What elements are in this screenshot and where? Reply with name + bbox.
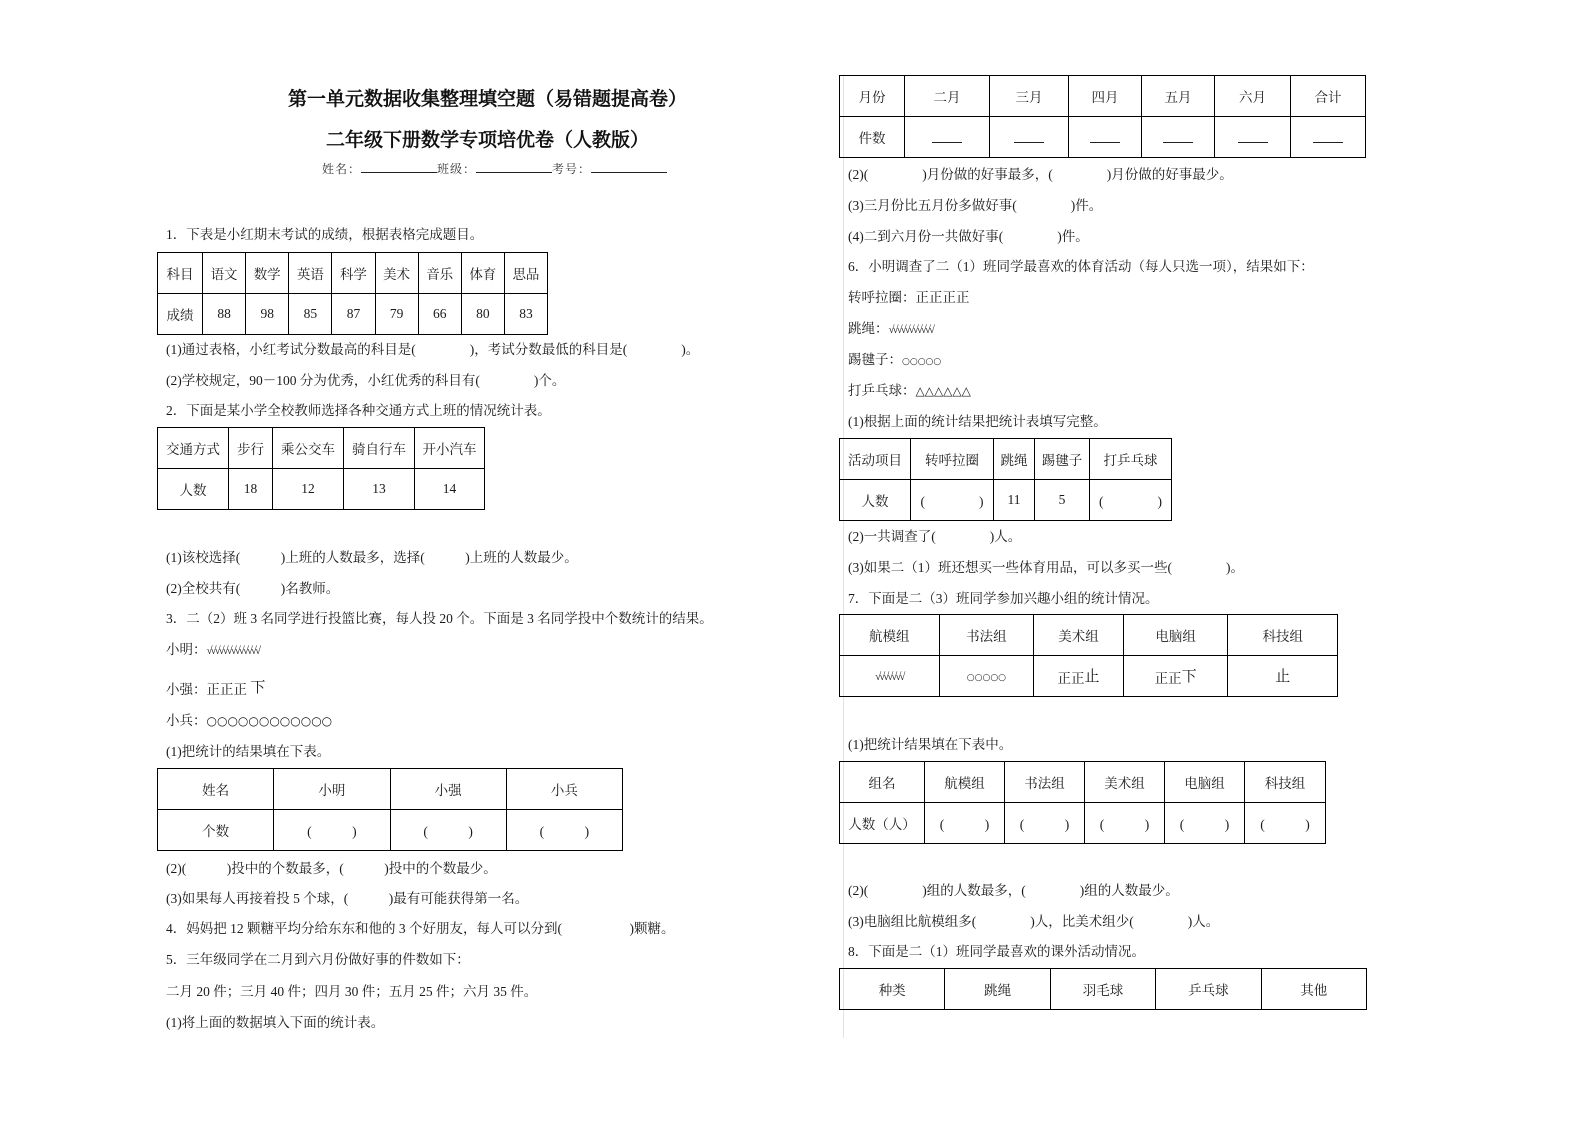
- table-header-cell: 书法组: [1005, 762, 1085, 803]
- table-header-cell: 体育: [461, 253, 504, 294]
- table-header-cell: 数学: [246, 253, 289, 294]
- table-header-cell: 二月: [905, 76, 990, 117]
- answer-cell[interactable]: [1142, 117, 1215, 158]
- tally-label: 打乒乓球：: [848, 383, 916, 398]
- table-header-cell: 科学: [332, 253, 375, 294]
- table-cell: 14: [415, 469, 485, 510]
- q7-tally-table: [839, 614, 1338, 697]
- table-header-cell: 开小汽车: [415, 428, 485, 469]
- table-header-cell: 跳绳: [994, 439, 1035, 480]
- table-header-cell: 小明: [274, 769, 390, 810]
- table-header-cell: 姓名: [158, 769, 274, 810]
- class-field[interactable]: [476, 160, 552, 173]
- table-cell: 成绩: [158, 294, 203, 335]
- table-cell: 13: [344, 469, 415, 510]
- tally-label: 小明：: [166, 642, 207, 657]
- table-header-cell: 羽毛球: [1050, 969, 1155, 1010]
- answer-cell[interactable]: [1069, 117, 1142, 158]
- table-header-cell: 思品: [504, 253, 547, 294]
- tally-marks: √√√√√√√: [875, 671, 904, 683]
- circle-tally: [939, 656, 1034, 697]
- answer-cell[interactable]: [1291, 117, 1366, 158]
- q2-sub1[interactable]: (1)该校选择( )上班的人数最多，选择( )上班的人数最少。: [166, 550, 578, 565]
- q3-result-table: [157, 768, 623, 851]
- table-cell: 83: [504, 294, 547, 335]
- table-cell: 88: [203, 294, 246, 335]
- checkmark-tally: √√√√√√√√√√√√√: [206, 645, 259, 657]
- table-header-cell: 六月: [1215, 76, 1291, 117]
- q5-sub4[interactable]: (4)二到六月份一共做好事( )件。: [848, 229, 1089, 244]
- q7-sub3[interactable]: (3)电脑组比航模组多( )人，比美术组少( )人。: [848, 914, 1220, 929]
- table-header-cell: 航模组: [925, 762, 1005, 803]
- q4-prompt[interactable]: 4．妈妈把 12 颗糖平均分给东东和他的 3 个好朋友，每人可以分到( )颗糖。: [166, 921, 675, 936]
- q5-data-line: 二月 20 件；三月 40 件；四月 30 件；五月 25 件；六月 35 件。: [166, 984, 538, 999]
- table-cell: 件数: [840, 117, 905, 158]
- blank-line[interactable]: [1090, 128, 1120, 143]
- circle-tally: ○○○○○○○○○○○○: [206, 714, 333, 728]
- table-cell: 5: [1035, 480, 1090, 521]
- table-header-cell: 美术: [375, 253, 418, 294]
- answer-cell[interactable]: ( ): [1090, 480, 1172, 521]
- partial-tally-icon: 下: [250, 678, 266, 696]
- name-label: 姓名：: [322, 162, 362, 176]
- answer-cell[interactable]: ( ): [390, 810, 506, 851]
- tally-marks: 正正: [1154, 671, 1182, 686]
- q3-sub2[interactable]: (2)( )投中的个数最多，( )投中的个数最少。: [166, 861, 497, 876]
- q6-activity-table: [839, 438, 1172, 521]
- table-cell: 79: [375, 294, 418, 335]
- answer-cell[interactable]: ( ): [1005, 803, 1085, 844]
- name-field[interactable]: [361, 160, 437, 173]
- q1-sub2[interactable]: (2)学校规定，90－100 分为优秀，小红优秀的科目有( )个。: [166, 373, 566, 388]
- table-header-cell: 跳绳: [945, 969, 1050, 1010]
- table-header-cell: 科技组: [1245, 762, 1326, 803]
- table-cell: 80: [461, 294, 504, 335]
- table-header-cell: 组名: [840, 762, 925, 803]
- q1-score-table: [157, 252, 548, 335]
- q2-transport-table: [157, 427, 485, 510]
- table-header-cell: 转呼拉圈: [911, 439, 994, 480]
- q2-sub2[interactable]: (2)全校共有( )名教师。: [166, 581, 340, 596]
- blank-line[interactable]: [1014, 128, 1044, 143]
- q3-sub3[interactable]: (3)如果每人再接着投 5 个球，( )最有可能获得第一名。: [166, 891, 529, 906]
- table-header-cell: 打乒乓球: [1090, 439, 1172, 480]
- zheng-tally: 正正正正: [915, 290, 970, 305]
- table-header-cell: 科技组: [1228, 615, 1338, 656]
- q3-sub1: (1)把统计的结果填在下表。: [166, 744, 331, 759]
- table-header-cell: 踢毽子: [1035, 439, 1090, 480]
- answer-cell[interactable]: ( ): [274, 810, 390, 851]
- table-cell: 人数: [840, 480, 911, 521]
- table-header-cell: 语文: [203, 253, 246, 294]
- q5-month-table: [839, 75, 1366, 158]
- triangle-tally: △△△△△△: [915, 384, 971, 398]
- q8-prompt: 8．下面是二（1）班同学最喜欢的课外活动情况。: [848, 944, 1145, 959]
- blank-line[interactable]: [932, 128, 962, 143]
- q6-tally-pingpong: [848, 382, 971, 400]
- table-cell: 98: [246, 294, 289, 335]
- blank-line[interactable]: [1238, 128, 1268, 143]
- table-header-cell: 乘公交车: [273, 428, 344, 469]
- partial-tally-icon: 下: [1181, 667, 1197, 685]
- answer-cell[interactable]: ( ): [1085, 803, 1165, 844]
- table-header-cell: 电脑组: [1165, 762, 1245, 803]
- q6-sub2[interactable]: (2)一共调查了( )人。: [848, 529, 1022, 544]
- table-header-cell: 三月: [990, 76, 1069, 117]
- table-cell: 人数（人）: [840, 803, 925, 844]
- id-label: 考号：: [552, 162, 592, 176]
- table-header-cell: 书法组: [939, 615, 1034, 656]
- table-header-cell: 科目: [158, 253, 203, 294]
- student-info-line: [322, 160, 667, 177]
- table-header-cell: 小兵: [506, 769, 622, 810]
- q1-prompt: 1．下表是小红期末考试的成绩，根据表格完成题目。: [166, 227, 484, 242]
- table-cell: 87: [332, 294, 375, 335]
- table-header-cell: 交通方式: [158, 428, 229, 469]
- q1-sub1[interactable]: (1)通过表格，小红考试分数最高的科目是( )，考试分数最低的科目是( )。: [166, 342, 700, 357]
- q7-count-table: [839, 761, 1326, 844]
- class-label: 班级：: [437, 162, 477, 176]
- table-header-cell: 电脑组: [1123, 615, 1228, 656]
- tally-marks: ○○○○○: [966, 673, 1007, 683]
- q5-sub3[interactable]: (3)三月份比五月份多做好事( )件。: [848, 198, 1103, 213]
- table-cell: 人数: [158, 469, 229, 510]
- blank-line[interactable]: [1163, 128, 1193, 143]
- q3-tally-xiaoqiang: [166, 678, 265, 699]
- table-header-cell: 四月: [1069, 76, 1142, 117]
- checkmark-tally: √√√√√√√√√√√: [888, 324, 933, 336]
- table-cell: 66: [418, 294, 461, 335]
- table-header-cell: 合计: [1291, 76, 1366, 117]
- table-header-cell: 美术组: [1085, 762, 1165, 803]
- table-header-cell: 音乐: [418, 253, 461, 294]
- tally-label: 小强：: [166, 682, 207, 697]
- q6-sub1: (1)根据上面的统计结果把统计表填写完整。: [848, 414, 1107, 429]
- q3-tally-xiaoming: [166, 641, 259, 660]
- q3-tally-xiaobing: [166, 712, 332, 730]
- table-header-cell: 乒乓球: [1156, 969, 1261, 1010]
- table-header-cell: 航模组: [840, 615, 940, 656]
- table-cell: 11: [994, 480, 1035, 521]
- q7-sub1: (1)把统计结果填在下表中。: [848, 737, 1013, 752]
- answer-cell[interactable]: ( ): [1165, 803, 1245, 844]
- tally-label: 转呼拉圈：: [848, 290, 916, 305]
- table-cell: 85: [289, 294, 332, 335]
- table-header-cell: 美术组: [1034, 615, 1124, 656]
- table-header-cell: 五月: [1142, 76, 1215, 117]
- table-header-cell: 种类: [840, 969, 945, 1010]
- table-header-cell: 步行: [229, 428, 273, 469]
- zheng-tally: 正正正: [206, 682, 247, 697]
- zheng-tally: [1228, 656, 1338, 697]
- zheng-tally: [1034, 656, 1124, 697]
- document-subtitle: 二年级下册数学专项培优卷（人教版）: [325, 129, 649, 151]
- table-header-cell: 骑自行车: [344, 428, 415, 469]
- circle-tally: ○○○○○: [902, 357, 942, 367]
- table-header-cell: 活动项目: [840, 439, 911, 480]
- id-field[interactable]: [591, 160, 667, 173]
- tally-label: 踢毽子：: [848, 352, 902, 367]
- partial-tally-icon: 止: [1084, 667, 1100, 685]
- q6-tally-shuttlecock: [848, 351, 941, 371]
- answer-cell[interactable]: ( ): [1245, 803, 1326, 844]
- answer-cell[interactable]: [905, 117, 990, 158]
- tally-label: 跳绳：: [848, 321, 889, 336]
- answer-cell[interactable]: ( ): [506, 810, 622, 851]
- q5-prompt: 5．三年级同学在二月到六月份做好事的件数如下：: [166, 952, 470, 967]
- table-header-cell: 英语: [289, 253, 332, 294]
- answer-cell[interactable]: [990, 117, 1069, 158]
- answer-cell[interactable]: ( ): [911, 480, 994, 521]
- answer-cell[interactable]: [1215, 117, 1291, 158]
- q5-sub2[interactable]: (2)( )月份做的好事最多，( )月份做的好事最少。: [848, 167, 1233, 182]
- checkmark-tally: [840, 656, 940, 697]
- q7-prompt: 7．下面是二（3）班同学参加兴趣小组的统计情况。: [848, 591, 1159, 606]
- table-cell: 12: [273, 469, 344, 510]
- q6-tally-rope: [848, 320, 933, 339]
- table-header-cell: 其他: [1261, 969, 1366, 1010]
- q2-prompt: 2．下面是某小学全校教师选择各种交通方式上班的情况统计表。: [166, 403, 551, 418]
- q5-sub1: (1)将上面的数据填入下面的统计表。: [166, 1015, 385, 1030]
- table-header-cell: 小强: [390, 769, 506, 810]
- table-cell: 个数: [158, 810, 274, 851]
- tally-marks: 正正: [1057, 671, 1085, 686]
- q3-prompt: 3．二（2）班 3 名同学进行投篮比赛，每人投 20 个。下面是 3 名同学投中个数统计的结果。: [166, 611, 713, 626]
- partial-tally-icon: 止: [1275, 667, 1291, 685]
- q8-activity-table: [839, 968, 1367, 1010]
- q6-sub3[interactable]: (3)如果二（1）班还想买一些体育用品，可以多买一些( )。: [848, 560, 1244, 575]
- blank-line[interactable]: [1313, 128, 1343, 143]
- column-divider: [843, 74, 844, 1038]
- table-cell: 18: [229, 469, 273, 510]
- tally-label: 小兵：: [166, 713, 207, 728]
- document-title: 第一单元数据收集整理填空题（易错题提高卷）: [287, 88, 687, 110]
- table-header-cell: 月份: [840, 76, 905, 117]
- answer-cell[interactable]: ( ): [925, 803, 1005, 844]
- q6-tally-hula: [848, 289, 970, 307]
- zheng-tally: [1123, 656, 1228, 697]
- q6-prompt: 6．小明调查了二（1）班同学最喜欢的体育活动（每人只选一项），结果如下：: [848, 259, 1314, 274]
- q7-sub2[interactable]: (2)( )组的人数最多，( )组的人数最少。: [848, 883, 1179, 898]
